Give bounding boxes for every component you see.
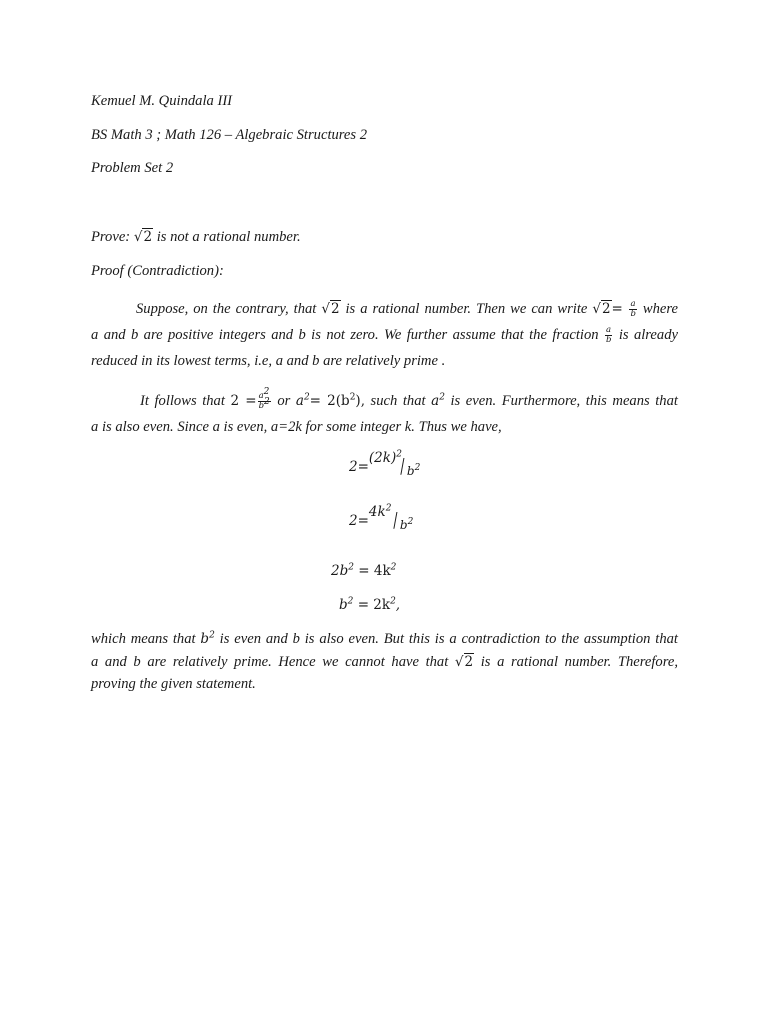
equation-3: $2b^2 = 4k^2$ — [331, 562, 397, 579]
paragraph-assumption — [91, 296, 678, 374]
theorem-statement — [91, 229, 301, 246]
fraction-a-over-b: $\frac{a}{b}$ — [605, 325, 612, 346]
sqrt-two: √2 — [133, 229, 153, 245]
proof-heading: Proof (Contradiction): — [91, 263, 224, 279]
paragraph-row: which means that $b^2$ is even and b is also even. But this is a contradiction to the assumption that — [91, 630, 678, 647]
fraction-a-over-b: $\frac{a}{b}$ — [630, 299, 636, 320]
equation-2: 2= $4k^2$ / $b^2$ — [349, 503, 414, 532]
paragraph-row: reduced in its lowest terms, i.e, a and b are relatively prime . — [91, 353, 446, 369]
equation-1: 2= $(2k)^2$ / $b^2$ — [349, 449, 421, 478]
statement-suffix: is not a rational number. — [156, 229, 301, 245]
paragraph-row: Suppose, on the contrary, that √2 is a rational number. Then we can write √2= $\frac{a}{b}$ where — [136, 299, 679, 320]
sqrt-two: √2 — [592, 301, 611, 317]
paragraph-row: proving the given statement. — [91, 676, 256, 692]
paragraph-row: a and b are positive integers and b is not zero. We further assume that the fraction $\frac{a}{b}$ is already — [91, 325, 678, 346]
paragraph-row: It follows that 2 = $\frac{a^2}{b^2}$ or $a^2= 2(b^2)$, such that $a^2$ is even. Furthermore, this means that — [140, 387, 678, 412]
equation-4: $b^2 = 2k^2$, — [339, 596, 401, 613]
author-name: Kemuel M. Quindala III — [91, 93, 233, 109]
sqrt-two: √2 — [321, 301, 340, 317]
paragraph-conclusion — [91, 628, 678, 696]
sqrt-two: √2 — [454, 653, 474, 670]
paragraph-row: a is also even. Since a is even, a=2k for some integer k. Thus we have, — [91, 419, 502, 435]
statement-prefix: Prove: — [91, 229, 131, 245]
fraction-a2-over-b2: $\frac{a^2}{b^2}$ — [258, 387, 270, 412]
paragraph-even — [91, 388, 678, 440]
paragraph-row: a and b are relatively prime. Hence we cannot have that √2 is a rational number. Therefore, — [91, 653, 678, 670]
course-line: BS Math 3 ; Math 126 – Algebraic Structures 2 — [91, 127, 368, 143]
problem-set-title: Problem Set 2 — [91, 160, 174, 176]
